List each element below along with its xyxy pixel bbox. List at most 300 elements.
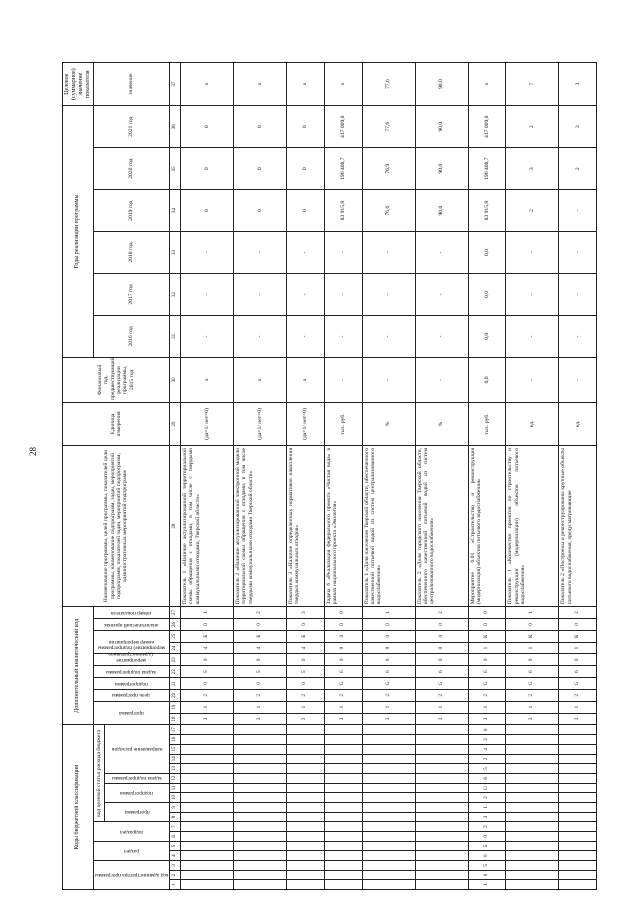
analytic-code-cell: 4 — [180, 642, 233, 654]
zadacha-podprogrammy-header: задача подпрограммы — [111, 774, 162, 781]
analytic-code-cell: 2 — [287, 689, 325, 701]
column-number: 32 — [169, 273, 180, 315]
budget-code-cell — [415, 725, 468, 735]
budget-code-cell — [415, 841, 468, 851]
programma-header: программа — [124, 809, 150, 816]
analytic-code-cell: 3 — [559, 713, 597, 725]
row-target-value: 77,6 — [362, 63, 415, 106]
analytic-code-cell: 0 — [362, 619, 415, 631]
analytic-code-cell: 1 — [506, 642, 559, 654]
budget-code-cell — [362, 812, 415, 822]
analytic-code-cell: 1 — [468, 642, 506, 654]
year-value-cell: - — [180, 232, 233, 274]
podrazdel-header: подраздел — [119, 828, 143, 835]
table-row — [180, 63, 233, 890]
analytic-code-cell: 6 — [415, 666, 468, 678]
column-number: 23 — [169, 654, 180, 666]
a-priznak-header: аналитический признак — [104, 621, 159, 628]
row-unit: ед. — [506, 402, 559, 445]
year-2021-header: 2021 год — [93, 106, 169, 148]
year-value-cell: - — [324, 232, 362, 274]
year-value-cell: - — [506, 315, 559, 357]
year-value-cell: - — [362, 232, 415, 274]
analytic-code-cell: 2 — [362, 689, 415, 701]
budget-code-cell — [287, 860, 325, 870]
budget-code-cell — [415, 812, 468, 822]
budget-code-cell — [559, 831, 597, 841]
column-number-row — [169, 63, 180, 890]
analytic-code-cell: 0 — [233, 619, 286, 631]
budget-code-cell: 5 — [468, 764, 506, 774]
year-value-cell: - — [287, 232, 325, 274]
analytic-code-cell: 5 — [180, 666, 233, 678]
budget-code-cell: 3 — [468, 812, 506, 822]
column-number: 1 — [169, 880, 180, 890]
year-value-cell: - — [506, 232, 559, 274]
budget-code-cell — [287, 802, 325, 812]
budget-code-cell — [415, 793, 468, 803]
napravlenie-header: направление расходов — [111, 746, 163, 753]
year-value-cell: - — [559, 190, 597, 232]
year-value-cell: 196 408,7 — [468, 148, 506, 190]
analytic-code-cell: Б — [180, 630, 233, 642]
column-number: 21 — [169, 678, 180, 690]
column-number: 2 — [169, 870, 180, 880]
row-unit: тыс. руб. — [468, 402, 506, 445]
analytic-code-cell: 2 — [324, 689, 362, 701]
budget-code-cell — [362, 783, 415, 793]
budget-code-cell: 5 — [468, 841, 506, 851]
row-name: Показатель 3 «Наличие определенных нормативов накопления твердых коммунальных отходов» — [287, 445, 325, 606]
analytic-code-cell: 3 — [415, 713, 468, 725]
year-value-cell: 76,6 — [362, 190, 415, 232]
row-unit: % — [415, 402, 468, 445]
analytic-code-cell: 2 — [559, 607, 597, 619]
row-unit: (да=1/ нет=0) — [233, 402, 286, 445]
year-2018-header: 2018 год — [93, 232, 169, 274]
budget-code-cell — [180, 725, 233, 735]
budget-code-cell — [559, 870, 597, 880]
budget-code-cell — [287, 793, 325, 803]
budget-code-cell — [506, 793, 559, 803]
budget-code-cell: 2 — [468, 793, 506, 803]
analytic-code-cell: 3 — [324, 713, 362, 725]
budget-code-cell — [324, 831, 362, 841]
row-name: Показатель 2 «Доля городского населения Тверской области, обеспеченного качественной питьевой водой из систем централизованного водоснабжения» — [415, 445, 468, 606]
year-2020-header: 2020 год — [93, 148, 169, 190]
year-value-cell: 0 — [180, 106, 233, 148]
budget-code-cell — [415, 735, 468, 745]
year-value-cell: - — [180, 315, 233, 357]
fin-year-column-header: Финансовый год, предшествующий реализации программы, 2015 год — [63, 357, 170, 402]
budget-code-cell — [506, 851, 559, 861]
budget-code-cell — [180, 735, 233, 745]
row-unit: (да=1/ нет=0) — [287, 402, 325, 445]
analytic-code-cell: 3 — [468, 713, 506, 725]
analytic-code-cell: G — [559, 678, 597, 690]
analytic-code-cell: 6 — [324, 666, 362, 678]
analytic-code-cell: 1 — [324, 701, 362, 713]
analytic-code-cell: 1 — [287, 701, 325, 713]
budget-code-cell — [287, 735, 325, 745]
a-meropriyatie-header: мероприятие (административное мероприятие) подпрограммы — [97, 644, 165, 664]
a-podprogramma-header: подпрограмма — [114, 680, 148, 687]
table-row — [506, 63, 559, 890]
codes-group-header: Коды бюджетной классификации — [63, 725, 94, 890]
analytic-code-cell: 0 — [233, 678, 286, 690]
column-number: 4 — [169, 851, 180, 861]
year-value-cell: 0 — [233, 106, 286, 148]
analytic-group-header: Дополнительный аналитический код — [63, 607, 94, 725]
budget-code-cell — [324, 851, 362, 861]
column-number: 12 — [169, 773, 180, 783]
row-name: Показатель 1 «Доля населения Тверской области, обеспеченного качественной питьевой водой из систем централизованного водоснабжения» — [362, 445, 415, 606]
target-group-header: Целевое (суммарное) значение показателя — [63, 63, 94, 106]
budget-code-cell — [287, 880, 325, 890]
analytic-code-cell: 2 — [180, 689, 233, 701]
analytic-code-cell: 2 — [415, 607, 468, 619]
analytic-code-cell: 1 — [233, 701, 286, 713]
column-number: 15 — [169, 744, 180, 754]
budget-code-cell — [233, 783, 286, 793]
budget-code-cell — [233, 735, 286, 745]
year-value-cell: 76,9 — [362, 148, 415, 190]
row-name: Мероприятие 6.01 «Строительство и реконструкция (модернизация) объектов питьевого водоснабжения» — [468, 445, 506, 606]
budget-code-cell — [415, 822, 468, 832]
analytic-code-cell: Б — [287, 630, 325, 642]
budget-code-cell — [362, 735, 415, 745]
budget-code-cell — [287, 754, 325, 764]
analytic-code-cell: 1 — [180, 701, 233, 713]
analytic-code-cell: 2 — [233, 689, 286, 701]
year-value-cell: 0 — [287, 148, 325, 190]
budget-code-cell — [180, 851, 233, 861]
budget-code-cell — [287, 725, 325, 735]
column-number: 35 — [169, 148, 180, 190]
budget-code-cell — [415, 773, 468, 783]
column-number: 26 — [169, 619, 180, 631]
column-number: 37 — [169, 63, 180, 106]
year-value-cell: 3 — [506, 148, 559, 190]
budget-code-cell — [559, 793, 597, 803]
podprogramma-header: подпрограмма — [120, 789, 154, 796]
budget-code-cell — [287, 812, 325, 822]
budget-code-cell — [506, 822, 559, 832]
column-number: 27 — [169, 607, 180, 619]
rotated-sheet — [62, 62, 584, 890]
year-value-cell: 90,0 — [415, 106, 468, 148]
budget-code-cell — [180, 880, 233, 890]
budget-code-cell — [559, 764, 597, 774]
budget-code-cell — [362, 744, 415, 754]
budget-code-cell — [506, 841, 559, 851]
target-article-header: код целевой статьи расхода бюджета — [93, 725, 104, 822]
year-value-cell: - — [559, 315, 597, 357]
analytic-code-cell: 0 — [287, 678, 325, 690]
row-fin-year-value: - — [415, 357, 468, 402]
row-fin-year-value: - — [506, 357, 559, 402]
analytic-code-cell: К — [468, 630, 506, 642]
year-value-cell: - — [287, 315, 325, 357]
analytic-code-cell: 0 — [468, 654, 506, 666]
analytic-code-cell: 0 — [559, 654, 597, 666]
years-group-header: Годы реализации программы — [63, 106, 94, 358]
year-value-cell: - — [362, 315, 415, 357]
row-target-value: 3 — [559, 63, 597, 106]
budget-code-cell — [506, 783, 559, 793]
analytic-code-cell: 0 — [506, 619, 559, 631]
column-number: 29 — [169, 402, 180, 445]
budget-code-cell — [559, 754, 597, 764]
row-fin-year-value: - — [362, 357, 415, 402]
analytic-code-cell: 6 — [362, 666, 415, 678]
analytic-code-cell: 2 — [415, 689, 468, 701]
analytic-code-cell: 3 — [233, 713, 286, 725]
analytic-code-cell: 0 — [415, 619, 468, 631]
row-target-value: 90,0 — [415, 63, 468, 106]
budget-code-cell — [506, 725, 559, 735]
year-value-cell: 90,0 — [415, 190, 468, 232]
row-target-value: х — [180, 63, 233, 106]
analytic-code-cell: 0 — [362, 642, 415, 654]
budget-code-cell — [415, 754, 468, 764]
budget-code-cell: 5 — [468, 860, 506, 870]
a-zadacha-header: задача подпрограммы — [106, 668, 157, 675]
budget-code-cell — [180, 831, 233, 841]
budget-code-cell — [559, 802, 597, 812]
row-fin-year-value: - — [559, 357, 597, 402]
budget-code-cell — [362, 725, 415, 735]
budget-code-cell: 0 — [468, 725, 506, 735]
budget-code-cell — [233, 773, 286, 783]
row-fin-year-value: х — [233, 357, 286, 402]
year-value-cell: - — [287, 273, 325, 315]
year-value-cell: 0,0 — [468, 232, 506, 274]
year-value-cell: - — [506, 273, 559, 315]
analytic-code-cell: 3 — [287, 713, 325, 725]
row-name: Показатель 1 «Количество проектов по строительству и реконструкции (модернизации) объектов питьевого водоснабжения» — [506, 445, 559, 606]
budget-code-cell — [559, 880, 597, 890]
column-number: 25 — [169, 630, 180, 642]
budget-code-cell: 0 — [468, 851, 506, 861]
budget-code-cell — [415, 744, 468, 754]
budget-code-cell — [415, 831, 468, 841]
budget-code-cell — [559, 783, 597, 793]
budget-code-cell — [415, 764, 468, 774]
analytic-code-cell: Б — [233, 630, 286, 642]
analytic-code-cell: 0 — [324, 630, 362, 642]
budget-code-cell — [233, 851, 286, 861]
budget-code-cell — [324, 841, 362, 851]
year-2017-header: 2017 год — [93, 273, 169, 315]
column-number: 17 — [169, 725, 180, 735]
row-unit: % — [362, 402, 415, 445]
analytic-code-cell: 0 — [415, 630, 468, 642]
budget-code-cell — [233, 725, 286, 735]
analytic-code-cell: К — [506, 630, 559, 642]
year-value-cell: 0,0 — [468, 273, 506, 315]
budget-code-cell — [324, 802, 362, 812]
budget-code-cell — [287, 841, 325, 851]
budget-code-cell — [415, 860, 468, 870]
row-unit: ед. — [559, 402, 597, 445]
budget-code-cell — [559, 744, 597, 754]
budget-code-cell — [180, 860, 233, 870]
analytic-code-cell: 0 — [324, 619, 362, 631]
table-row — [468, 63, 506, 890]
column-number: 18 — [169, 713, 180, 725]
budget-code-cell — [287, 851, 325, 861]
row-name: Показатель 1 «Наличие актуализированной территориальной схемы обращения с отходами, в том числе с твердыми коммунальными отходами, Тверской области» — [180, 445, 233, 606]
budget-code-cell — [362, 880, 415, 890]
column-number: 34 — [169, 190, 180, 232]
budget-code-cell — [506, 860, 559, 870]
budget-code-cell — [506, 880, 559, 890]
budget-code-cell — [506, 773, 559, 783]
budget-code-cell — [362, 851, 415, 861]
analytic-code-cell: G — [468, 678, 506, 690]
budget-code-cell — [287, 831, 325, 841]
year-value-cell: - — [559, 232, 597, 274]
column-number: 6 — [169, 831, 180, 841]
analytic-code-cell: 0 — [287, 654, 325, 666]
analytic-code-cell: 1 — [559, 642, 597, 654]
analytic-code-cell: 2 — [559, 689, 597, 701]
budget-code-cell — [324, 822, 362, 832]
row-fin-year-value: - — [324, 357, 362, 402]
table-row — [362, 63, 415, 890]
budget-code-cell: 1 — [468, 802, 506, 812]
budget-code-cell — [559, 860, 597, 870]
budget-code-cell — [324, 764, 362, 774]
row-unit: (да=1/ нет=0) — [180, 402, 233, 445]
row-unit: тыс. руб. — [324, 402, 362, 445]
year-value-cell: - — [415, 315, 468, 357]
budget-code-cell — [324, 735, 362, 745]
budget-code-cell — [287, 764, 325, 774]
budget-code-cell — [415, 880, 468, 890]
unit-column-header: Единица измерения — [63, 402, 170, 445]
budget-code-cell — [180, 793, 233, 803]
budget-code-cell — [415, 802, 468, 812]
table-row — [287, 63, 325, 890]
analytic-code-cell: 1 — [506, 701, 559, 713]
budget-code-cell — [559, 851, 597, 861]
budget-code-cell — [180, 802, 233, 812]
year-value-cell: 0 — [180, 190, 233, 232]
year-value-cell: 0,0 — [468, 315, 506, 357]
budget-code-cell — [415, 851, 468, 861]
budget-code-cell — [180, 812, 233, 822]
budget-code-cell — [233, 860, 286, 870]
budget-code-cell: 3 — [468, 735, 506, 745]
analytic-code-cell: G — [324, 678, 362, 690]
column-number: 16 — [169, 735, 180, 745]
analytic-code-cell: 0 — [559, 619, 597, 631]
budget-code-cell — [180, 870, 233, 880]
column-number: 11 — [169, 783, 180, 793]
a-nomer-mer-header: номер мероприятия — [108, 639, 154, 646]
row-target-value: х — [287, 63, 325, 106]
year-value-cell: - — [362, 273, 415, 315]
budget-code-cell — [559, 841, 597, 851]
budget-code-cell — [233, 802, 286, 812]
year-value-cell: 196 408,7 — [324, 148, 362, 190]
year-value-cell: 83 915,8 — [324, 190, 362, 232]
a-cel-header: цель программы — [112, 692, 151, 699]
analytic-code-cell: G — [506, 678, 559, 690]
budget-code-cell — [233, 793, 286, 803]
budget-code-cell — [233, 764, 286, 774]
budget-code-cell — [559, 812, 597, 822]
analytic-code-cell: 3 — [287, 607, 325, 619]
column-number: 10 — [169, 793, 180, 803]
row-target-value: х — [233, 63, 286, 106]
column-number: 22 — [169, 666, 180, 678]
year-value-cell: 0 — [287, 190, 325, 232]
analytic-code-cell: 3 — [180, 713, 233, 725]
program-table — [62, 62, 597, 890]
budget-code-cell — [287, 773, 325, 783]
budget-code-cell — [233, 870, 286, 880]
column-number: 5 — [169, 841, 180, 851]
analytic-code-cell: 2 — [468, 689, 506, 701]
column-number: 33 — [169, 232, 180, 274]
analytic-code-cell: 0 — [180, 619, 233, 631]
year-value-cell: - — [559, 273, 597, 315]
budget-code-cell — [324, 744, 362, 754]
budget-code-cell: 2 — [468, 822, 506, 832]
analytic-code-cell: 0 — [180, 654, 233, 666]
budget-code-cell — [362, 822, 415, 832]
analytic-code-cell: 0 — [506, 654, 559, 666]
year-value-cell: 417 009,0 — [468, 106, 506, 148]
budget-code-cell — [362, 841, 415, 851]
year-2019-header: 2019 год — [93, 190, 169, 232]
table-row — [233, 63, 286, 890]
budget-code-cell — [324, 860, 362, 870]
year-value-cell: - — [233, 273, 286, 315]
budget-code-cell — [287, 870, 325, 880]
budget-code-cell — [559, 773, 597, 783]
analytic-code-cell: 0 — [362, 630, 415, 642]
analytic-code-cell: 0 — [415, 642, 468, 654]
analytic-code-cell: G — [415, 678, 468, 690]
column-number: 36 — [169, 106, 180, 148]
row-target-value: х — [324, 63, 362, 106]
year-value-cell: 2 — [506, 106, 559, 148]
column-number: 13 — [169, 764, 180, 774]
budget-code-cell — [506, 735, 559, 745]
budget-code-cell: 4 — [468, 744, 506, 754]
budget-code-cell: 0 — [468, 831, 506, 841]
budget-code-cell — [180, 841, 233, 851]
table-row — [559, 63, 597, 890]
column-number: 9 — [169, 802, 180, 812]
budget-code-cell — [324, 793, 362, 803]
year-value-cell: 2 — [506, 190, 559, 232]
admin-code-header: код администратора программы — [94, 872, 168, 879]
budget-code-cell — [287, 744, 325, 754]
target-value-header: значение — [93, 63, 169, 106]
analytic-code-cell: 0 — [180, 678, 233, 690]
budget-code-cell — [362, 831, 415, 841]
analytic-code-cell: 5 — [287, 666, 325, 678]
year-value-cell: 83 915,8 — [468, 190, 506, 232]
budget-code-cell — [180, 764, 233, 774]
analytic-code-cell: 0 — [287, 619, 325, 631]
table-row — [415, 63, 468, 890]
